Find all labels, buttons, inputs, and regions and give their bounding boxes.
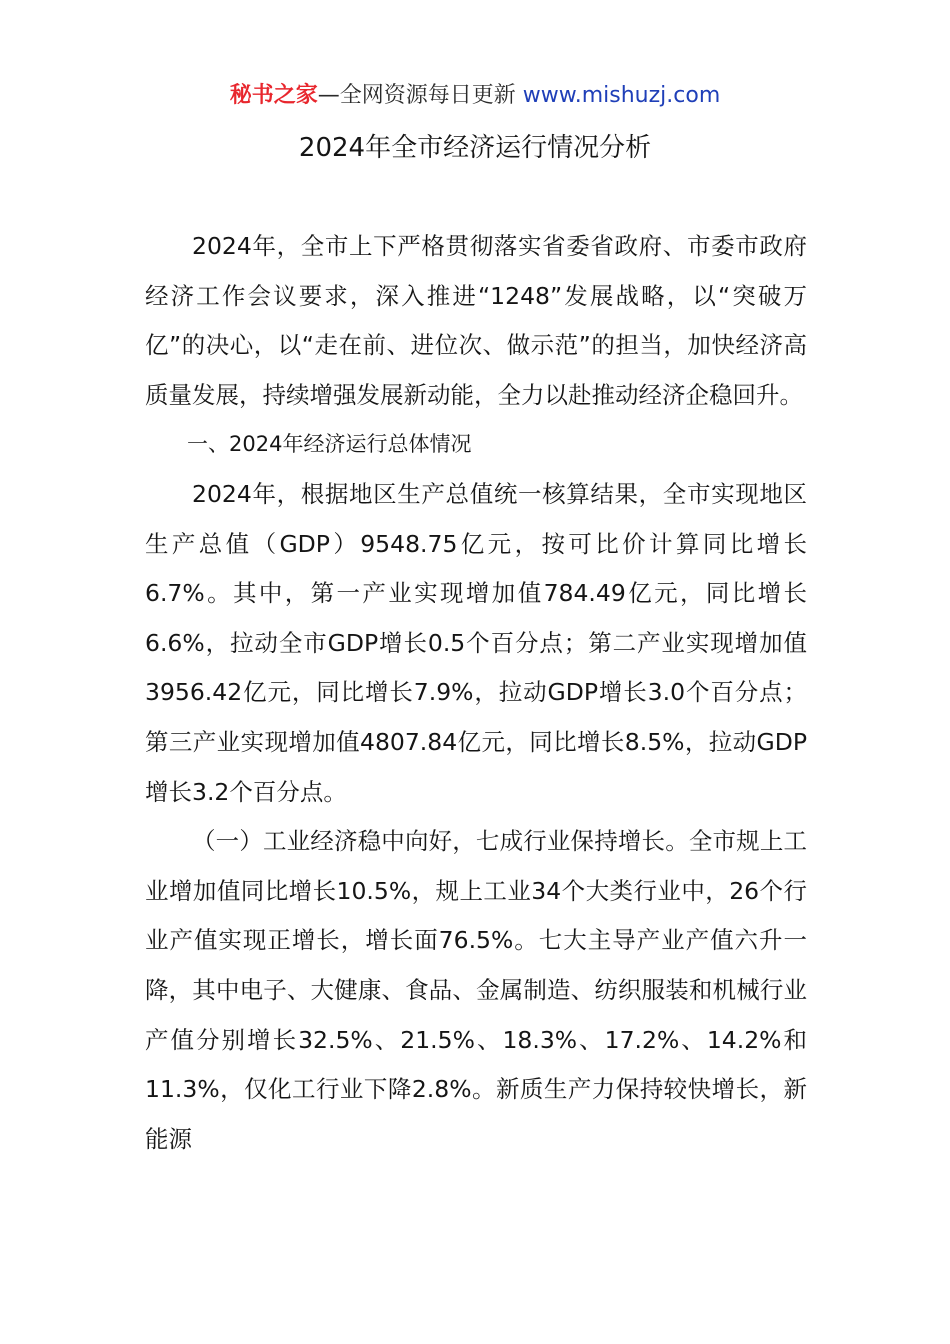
section-heading: 一、2024年经济运行总体情况 [187, 432, 472, 457]
brand-name: 秘书之家 [229, 83, 318, 108]
paragraph-industry: （一）工业经济稳中向好，七成行业保持增长。全市规上工业增加值同比增长10.5%，规上工业34个大类行业中，26个行业产值实现正增长，增长面76.5%。七大主导产业产值六升一降，其中电子、大健康、食品、金属制造、纺织服装和机械行业产值分别增长32.5%、21.5%、18.3%、17.2%、14.2%和11.3%，仅化工行业下降2.8%。新质生产力保持较快增长，新能源 [145, 827, 807, 1153]
document-body [145, 222, 807, 1164]
site-tagline: —全网资源每日更新 [317, 83, 516, 108]
paragraph-intro: 2024年，全市上下严格贯彻落实省委省政府、市委市政府经济工作会议要求，深入推进“1248”发展战略，以“突破万亿”的决心，以“走在前、进位次、做示范”的担当，加快经济高质量发展，持续增强发展新动能，全力以赴推动经济企稳回升。 [145, 232, 807, 409]
site-header [0, 80, 950, 112]
site-url[interactable]: www.mishuzj.com [522, 83, 721, 108]
document-title: 2024年全市经济运行情况分析 [298, 133, 652, 163]
paragraph-gdp: 2024年，根据地区生产总值统一核算结果，全市实现地区生产总值（GDP）9548.75亿元，按可比价计算同比增长6.7%。其中，第一产业实现增加值784.49亿元，同比增长6.6%，拉动全市GDP增长0.5个百分点；第二产业实现增加值3956.42亿元，同比增长7.9%，拉动GDP增长3.0个百分点；第三产业实现增加值4807.84亿元，同比增长8.5%，拉动GDP增长3.2个百分点。 [145, 479, 807, 806]
